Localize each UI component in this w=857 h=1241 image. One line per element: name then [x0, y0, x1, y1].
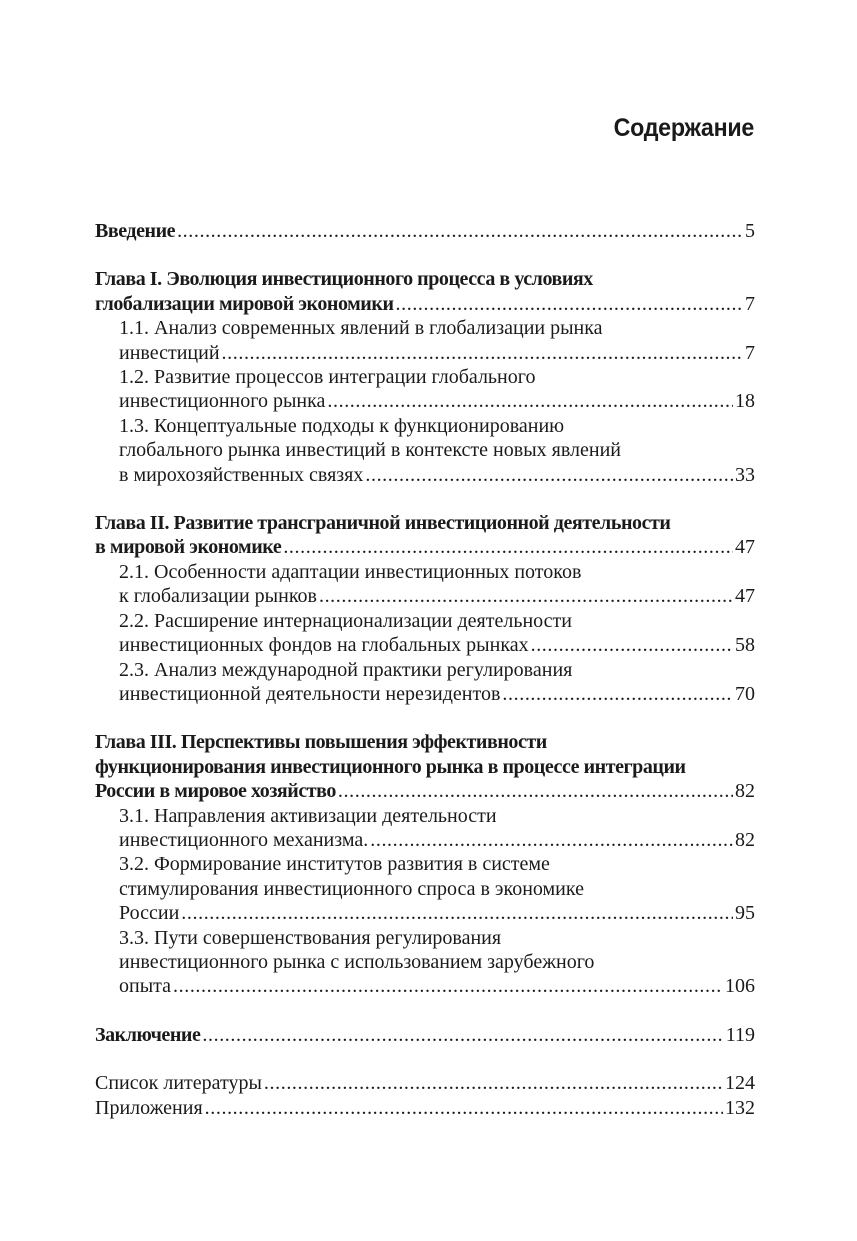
toc-page-number: 119: [725, 1023, 755, 1046]
section-title-line: 3.2. Формирование институтов развития в системе: [119, 853, 550, 876]
section-title-line: 1.2. Развитие процессов интеграции глобального: [119, 366, 536, 389]
toc-entry-label: Приложения: [95, 1096, 203, 1119]
toc-page-number: 47: [735, 585, 755, 608]
toc-entry-label: России в мировое хозяйство: [95, 780, 336, 803]
toc-entry-label: в мирохозяйственных связях: [119, 463, 364, 486]
toc-entry-label: России: [119, 902, 180, 925]
toc-chapter-1: [95, 267, 755, 487]
toc-chapter-3: [95, 730, 755, 998]
dot-leader: [370, 828, 733, 852]
toc-entry-chapter-3[interactable]: [95, 779, 755, 803]
toc-section-3-3: [95, 926, 755, 999]
toc-section-2-3: [95, 658, 755, 707]
section-title-line: инвестиционного рынка с использованием зарубежного: [119, 950, 595, 973]
toc-entry-label: инвестиций: [119, 341, 220, 364]
toc-section-2-1: [95, 560, 755, 609]
toc-intro: [95, 219, 755, 243]
toc-entry-label: инвестиционных фондов на глобальных рынках: [119, 634, 529, 657]
toc-page-number: 95: [735, 902, 755, 925]
toc-page-number: 132: [725, 1096, 755, 1119]
toc-entry-intro[interactable]: [95, 219, 755, 243]
toc-entry-section[interactable]: [119, 633, 755, 657]
chapter-title-line: Глава I. Эволюция инвестиционного процесса в условиях: [95, 268, 593, 291]
dot-leader: [264, 1071, 723, 1095]
toc-entry-references[interactable]: [95, 1071, 755, 1095]
table-of-contents: [95, 219, 755, 1120]
toc-entry-chapter-1[interactable]: [95, 292, 755, 316]
toc-entry-appendices[interactable]: [95, 1096, 755, 1120]
section-title-line: 1.3. Концептуальные подходы к функционированию: [119, 414, 565, 437]
toc-page-number: 58: [735, 634, 755, 657]
toc-entry-label: Заключение: [95, 1023, 201, 1046]
dot-leader: [177, 219, 743, 243]
toc-entry-label: в мировой экономике: [95, 536, 282, 559]
section-title-line: 3.3. Пути совершенствования регулирования: [119, 926, 502, 949]
section-title-line: 3.1. Направления активизации деятельности: [119, 804, 497, 827]
toc-entry-chapter-2[interactable]: [95, 535, 755, 559]
toc-page-number: 106: [725, 975, 755, 998]
dot-leader: [365, 463, 733, 487]
dot-leader: [531, 633, 733, 657]
toc-entry-label: глобализации мировой экономики: [95, 292, 394, 315]
dot-leader: [202, 1023, 723, 1047]
toc-chapter-2: [95, 511, 755, 706]
toc-section-3-1: [95, 804, 755, 853]
chapter-title-line: Глава III. Перспективы повышения эффективности: [95, 731, 547, 754]
toc-entry-section[interactable]: [119, 901, 755, 925]
toc-page-number: 5: [745, 220, 755, 242]
toc-entry-label: инвестиционного механизма.: [119, 828, 369, 851]
dot-leader: [338, 779, 733, 803]
page-title: Содержание: [613, 114, 754, 142]
toc-section-1-1: [95, 316, 755, 365]
toc-page-number: 47: [735, 536, 755, 559]
dot-leader: [502, 682, 733, 706]
toc-entry-label: к глобализации рынков: [119, 585, 317, 608]
toc-page-number: 18: [735, 390, 755, 413]
toc-entry-section[interactable]: [119, 584, 755, 608]
dot-leader: [205, 1096, 723, 1120]
toc-conclusion: [95, 1023, 755, 1047]
toc-entry-label: опыта: [119, 975, 172, 998]
toc-page-number: 124: [725, 1072, 755, 1095]
toc-entry-section[interactable]: [119, 682, 755, 706]
toc-page-number: 33: [735, 463, 755, 486]
toc-entry-section[interactable]: [119, 389, 755, 413]
toc-section-1-2: [95, 365, 755, 414]
toc-page-number: 82: [735, 780, 755, 803]
toc-page-number: 7: [745, 292, 755, 315]
toc-back-matter: [95, 1071, 755, 1120]
toc-entry-label: инвестиционной деятельности нерезидентов: [119, 682, 501, 705]
toc-entry-section[interactable]: [119, 463, 755, 487]
dot-leader: [222, 341, 743, 365]
toc-section-3-2: [95, 852, 755, 925]
section-title-line: 2.1. Особенности адаптации инвестиционных потоков: [119, 560, 582, 583]
chapter-title-line: функционирования инвестиционного рынка в процессе интеграции: [95, 755, 686, 778]
section-title-line: 1.1. Анализ современных явлений в глобализации рынка: [119, 317, 603, 340]
toc-entry-section[interactable]: [119, 828, 755, 852]
toc-entry-section[interactable]: [119, 974, 755, 998]
section-title-line: стимулирования инвестиционного спроса в экономике: [119, 877, 584, 900]
toc-entry-conclusion[interactable]: [95, 1023, 755, 1047]
toc-entry-label: Список литературы: [95, 1072, 262, 1095]
toc-entry-section[interactable]: [119, 341, 755, 365]
dot-leader: [173, 974, 723, 998]
dot-leader: [283, 535, 733, 559]
toc-entry-label: Введение: [95, 220, 176, 242]
dot-leader: [327, 389, 733, 413]
chapter-title-line: Глава II. Развитие трансграничной инвестиционной деятельности: [95, 512, 671, 535]
dot-leader: [319, 584, 733, 608]
section-title-line: глобального рынка инвестиций в контексте новых явлений: [119, 439, 621, 462]
dot-leader: [181, 901, 733, 925]
toc-page-number: 7: [745, 341, 755, 364]
toc-section-2-2: [95, 609, 755, 658]
dot-leader: [396, 292, 743, 316]
section-title-line: 2.3. Анализ международной практики регулирования: [119, 658, 573, 681]
toc-entry-label: инвестиционного рынка: [119, 390, 326, 413]
toc-page-number: 70: [735, 682, 755, 705]
toc-section-1-3: [95, 414, 755, 487]
toc-page-number: 82: [735, 828, 755, 851]
section-title-line: 2.2. Расширение интернационализации деятельности: [119, 609, 572, 632]
